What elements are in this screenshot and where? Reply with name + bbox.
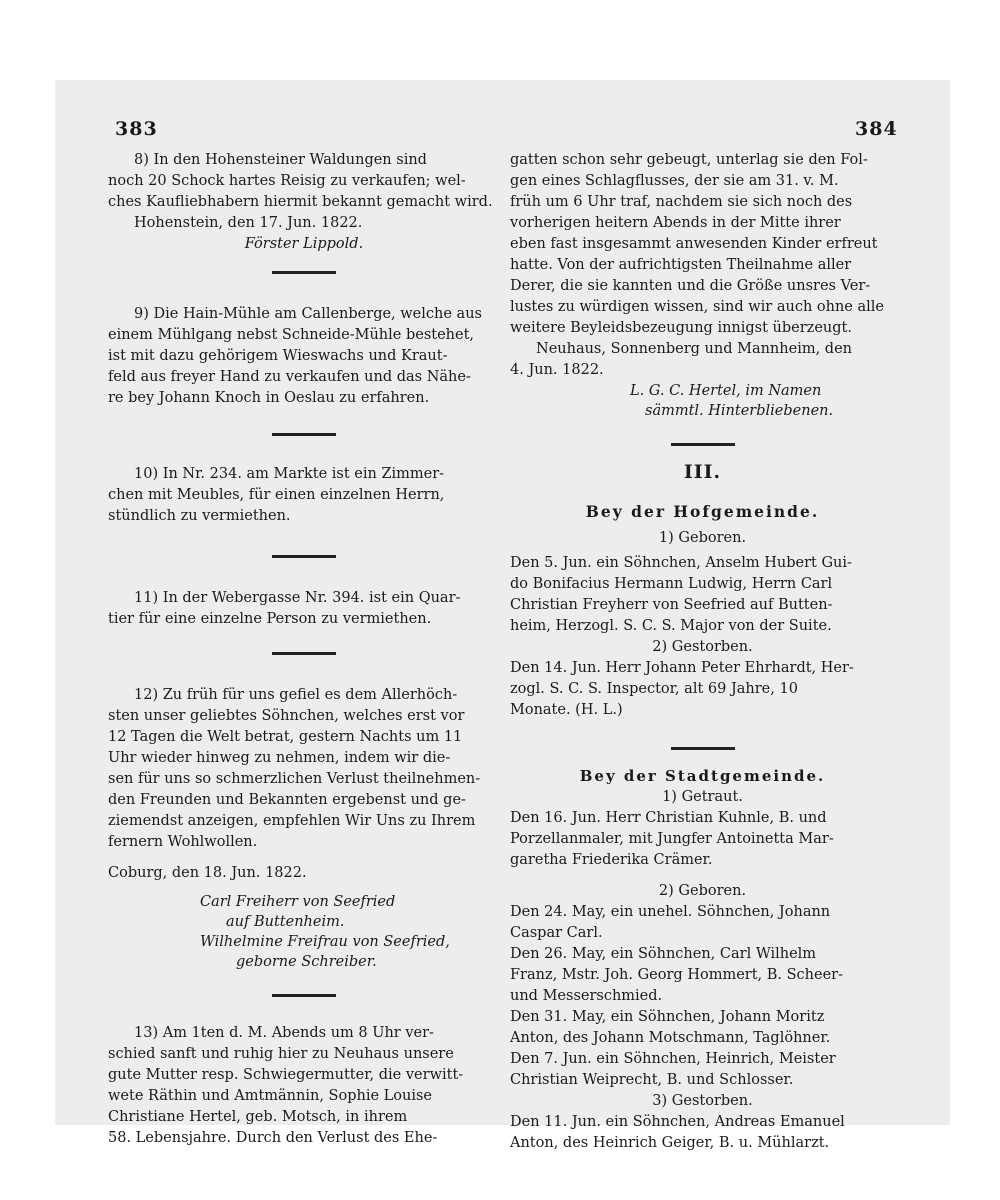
text-line: eben fast insgesammt anwesenden Kinder erfreut [510,236,878,252]
text-line: heim, Herzogl. S. C. S. Major von der Suite. [510,618,832,634]
text-line: Franz, Mstr. Joh. Georg Hommert, B. Scheer- [510,967,844,983]
text-line: 12 Tagen die Welt betrat, gestern Nachts um 11 [108,729,463,745]
section-number: III. [683,461,722,483]
text-line: stündlich zu vermiethen. [108,508,291,524]
text-line: weitere Beyleidsbezeugung innigst überzeugt. [510,320,852,336]
dateline: Coburg, den 18. Jun. 1822. [108,865,307,881]
text-line: Monate. (H. L.) [510,702,623,718]
register-entry [510,902,895,944]
signature-line: auf Buttenheim. [226,914,345,930]
text-line: Christiane Hertel, geb. Motsch, in ihrem [108,1109,408,1125]
hofgemeinde-heading: Bey der Hofgemeinde. [585,502,820,521]
notice-13 [108,1023,500,1149]
page-number-left: 383 [115,118,158,140]
text-line: und Messerschmied. [510,988,663,1004]
text-line: den Freunden und Bekannten ergebenst und ge- [108,792,466,808]
signature-line: geborne Schreiber. [236,954,377,970]
notice-13-continued [510,150,895,421]
signature-line: Wilhelmine Freifrau von Seefried, [200,934,450,950]
text-line: vorherigen heitern Abends in der Mitte ihrer [510,215,841,231]
text-line: Den 24. May, ein unehel. Söhnchen, Johann [510,904,831,920]
text-line: 10) In Nr. 234. am Markte ist ein Zimmer- [134,466,445,482]
separator-rule [671,443,735,446]
notice-9 [108,304,500,409]
text-line: Anton, des Heinrich Geiger, B. u. Mühlarzt. [510,1135,830,1151]
register-entry [510,1112,895,1154]
text-line: Anton, des Johann Motschmann, Taglöhner. [510,1030,831,1046]
text-line: chen mit Meubles, für einen einzelnen Herrn, [108,487,445,503]
text-line: Den 31. May, ein Söhnchen, Johann Moritz [510,1009,825,1025]
register-entry [510,1049,895,1091]
subsection-title: 1) Getraut. [662,789,743,805]
text-line: 58. Lebensjahre. Durch den Verlust des Ehe- [108,1130,438,1146]
text-line: re bey Johann Knoch in Oeslau zu erfahren. [108,390,430,406]
text-line: Uhr wieder hinweg zu nehmen, indem wir die- [108,750,451,766]
separator-rule [272,555,336,558]
text-line: zogl. S. C. S. Inspector, alt 69 Jahre, 10 [510,681,798,697]
right-column [510,150,895,1154]
register-entry [510,553,895,637]
text-line: ist mit dazu gehörigem Wieswachs und Kraut- [108,348,448,364]
text-line: einem Mühlgang nebst Schneide-Mühle bestehet, [108,327,475,343]
text-line: 11) In der Webergasse Nr. 394. ist ein Quar- [134,590,461,606]
text-line: ziemendst anzeigen, empfehlen Wir Uns zu Ihrem [108,813,476,829]
text-line: garetha Friederika Crämer. [510,852,713,868]
text-line: lustes zu würdigen wissen, sind wir auch ohne alle [510,299,884,315]
register-entry [510,808,895,871]
text-line: 4. Jun. 1822. [510,362,604,378]
subsection-title: 3) Gestorben. [652,1093,753,1109]
text-line: 8) In den Hohensteiner Waldungen sind [134,152,427,168]
signature-line: Carl Freiherr von Seefried [200,894,396,910]
text-line: Christian Freyherr von Seefried auf Butten- [510,597,833,613]
text-line: wete Räthin und Amtmännin, Sophie Louise [108,1088,433,1104]
separator-rule [272,271,336,274]
text-line: früh um 6 Uhr traf, nachdem sie sich noch des [510,194,853,210]
text-line: Den 5. Jun. ein Söhnchen, Anselm Hubert Gui- [510,555,852,571]
separator-rule [671,747,735,750]
text-line: sen für uns so schmerzlichen Verlust theilnehmen- [108,771,481,787]
notice-8 [108,150,500,255]
text-line: Den 7. Jun. ein Söhnchen, Heinrich, Meister [510,1051,836,1067]
text-line: Den 14. Jun. Herr Johann Peter Ehrhardt, Her- [510,660,854,676]
signature-line: sämmtl. Hinterbliebenen. [645,403,834,419]
text-line: gatten schon sehr gebeugt, unterlag sie den Fol- [510,152,868,168]
stadtgemeinde-heading: Bey der Stadtgemeinde. [579,767,826,785]
register-entry [510,944,895,1007]
notice-11 [108,588,500,630]
signature-line: L. G. C. Hertel, im Namen [630,383,822,399]
page-number-right: 384 [855,118,898,140]
text-line: tier für eine einzelne Person zu vermiethen. [108,611,432,627]
text-line: Neuhaus, Sonnenberg und Mannheim, den [536,341,852,357]
text-line: schied sanft und ruhig hier zu Neuhaus unsere [108,1046,454,1062]
text-line: Caspar Carl. [510,925,603,941]
text-line: 9) Die Hain-Mühle am Callenberge, welche aus [134,306,482,322]
signature: Förster Lippold. [244,236,364,252]
text-line: hatte. Von der aufrichtigsten Theilnahme aller [510,257,852,273]
subsection-title: 1) Geboren. [658,530,747,546]
text-line: ches Kaufliebhabern hiermit bekannt gemacht wird. [108,194,493,210]
text-line: do Bonifacius Hermann Ludwig, Herrn Carl [510,576,833,592]
register-entry [510,658,895,721]
signature-block [108,892,500,972]
text-line: gen eines Schlagflusses, der sie am 31. v. M. [510,173,839,189]
register-entry [510,1007,895,1049]
separator-rule [272,652,336,655]
text-line: Den 26. May, ein Söhnchen, Carl Wilhelm [510,946,817,962]
left-column [108,150,500,1149]
text-line: 13) Am 1ten d. M. Abends um 8 Uhr ver- [134,1025,434,1041]
subsection-title: 2) Gestorben. [652,639,753,655]
text-line: Porzellanmaler, mit Jungfer Antoinetta Mar- [510,831,834,847]
text-line: fernern Wohlwollen. [108,834,258,850]
separator-rule [272,994,336,997]
text-line: Hohenstein, den 17. Jun. 1822. [134,215,363,231]
text-line: sten unser geliebtes Söhnchen, welches erst vor [108,708,465,724]
text-line: Den 11. Jun. ein Söhnchen, Andreas Emanuel [510,1114,845,1130]
subsection-title: 2) Geboren. [658,883,747,899]
text-line: 12) Zu früh für uns gefiel es dem Allerhöch- [134,687,458,703]
text-line: Christian Weiprecht, B. und Schlosser. [510,1072,794,1088]
text-line: feld aus freyer Hand zu verkaufen und das Nähe- [108,369,471,385]
notice-12 [108,685,500,972]
text-line: noch 20 Schock hartes Reisig zu verkaufen; wel- [108,173,466,189]
notice-10 [108,464,500,527]
text-line: Den 16. Jun. Herr Christian Kuhnle, B. und [510,810,827,826]
text-line: gute Mutter resp. Schwiegermutter, die verwitt- [108,1067,464,1083]
text-line: Derer, die sie kannten und die Größe unsres Ver- [510,278,871,294]
separator-rule [272,433,336,436]
